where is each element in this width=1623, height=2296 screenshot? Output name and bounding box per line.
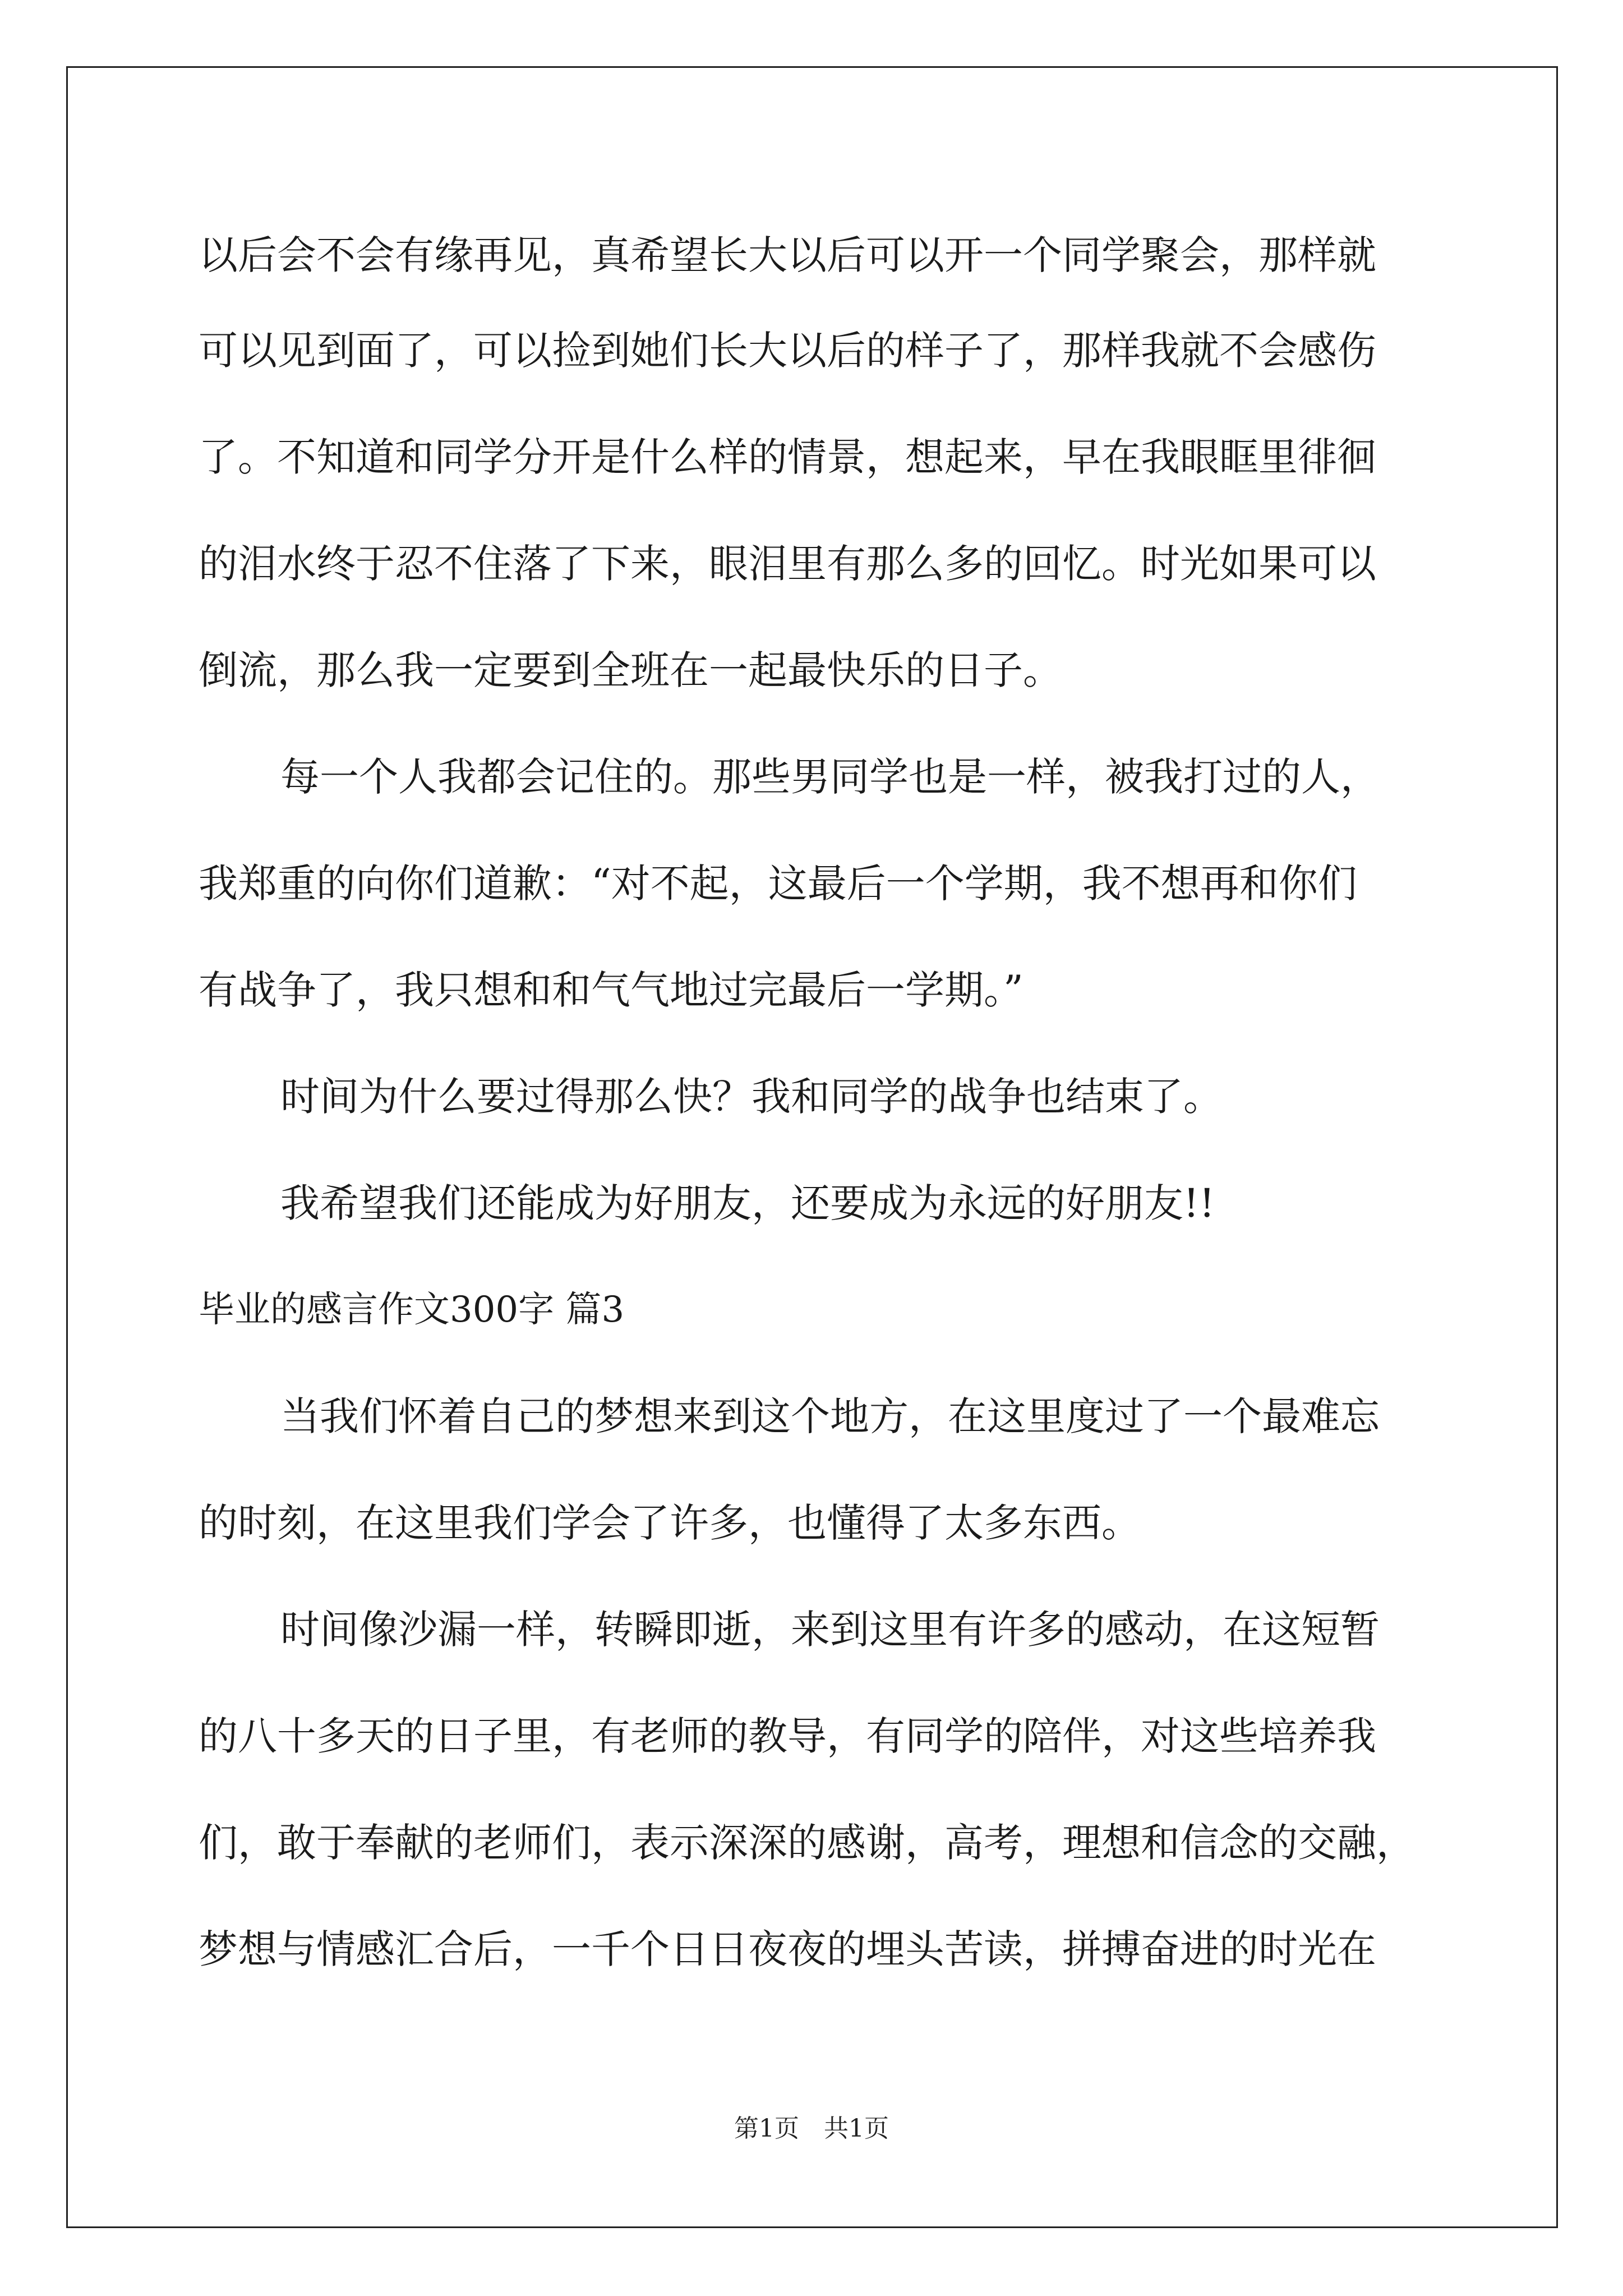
paragraph-line: 时间为什么要过得那么快？我和同学的战争也结束了。: [280, 1074, 1223, 1120]
paragraph-line: 们，敢于奉献的老师们，表示深深的感谢，高考，理想和信念的交融，: [199, 1820, 1415, 1866]
paragraph-line: 的时刻，在这里我们学会了许多，也懂得了太多东西。: [199, 1500, 1141, 1546]
page-total: 共1页: [824, 2114, 889, 2143]
page-footer: [0, 2112, 1623, 2146]
page-number: 第1页: [734, 2114, 799, 2143]
paragraph-line: 梦想与情感汇合后，一千个日日夜夜的埋头苦读，拼搏奋进的时光在: [199, 1926, 1376, 1972]
paragraph-line: 可以见到面了，可以捡到她们长大以后的样子了，那样我就不会感伤: [199, 328, 1376, 374]
paragraph-line: 每一个人我都会记住的。那些男同学也是一样，被我打过的人，: [280, 754, 1380, 800]
paragraph-line: 的八十多天的日子里，有老师的教导，有同学的陪伴，对这些培养我: [199, 1713, 1376, 1759]
paragraph-line: 以后会不会有缘再见，真希望长大以后可以开一个同学聚会，那样就: [199, 232, 1376, 278]
paragraph-line: 了。不知道和同学分开是什么样的情景，想起来，早在我眼眶里徘徊: [199, 434, 1376, 480]
paragraph-line: 当我们怀着自己的梦想来到这个地方，在这里度过了一个最难忘: [280, 1393, 1380, 1439]
section-heading: 毕业的感言作文300字 篇3: [199, 1289, 625, 1331]
paragraph-line: 我郑重的向你们道歉：“对不起，这最后一个学期，我不想再和你们: [199, 861, 1357, 907]
paragraph-line: 倒流，那么我一定要到全班在一起最快乐的日子。: [199, 647, 1062, 693]
paragraph-line: 有战争了，我只想和和气气地过完最后一学期。”: [199, 967, 1023, 1013]
paragraph-line: 时间像沙漏一样，转瞬即逝，来到这里有许多的感动，在这短暂: [280, 1607, 1380, 1653]
paragraph-line: 我希望我们还能成为好朋友，还要成为永远的好朋友!!: [280, 1180, 1215, 1226]
document-body: [199, 213, 1432, 2003]
paragraph-line: 的泪水终于忍不住落了下来，眼泪里有那么多的回忆。时光如果可以: [199, 541, 1376, 587]
